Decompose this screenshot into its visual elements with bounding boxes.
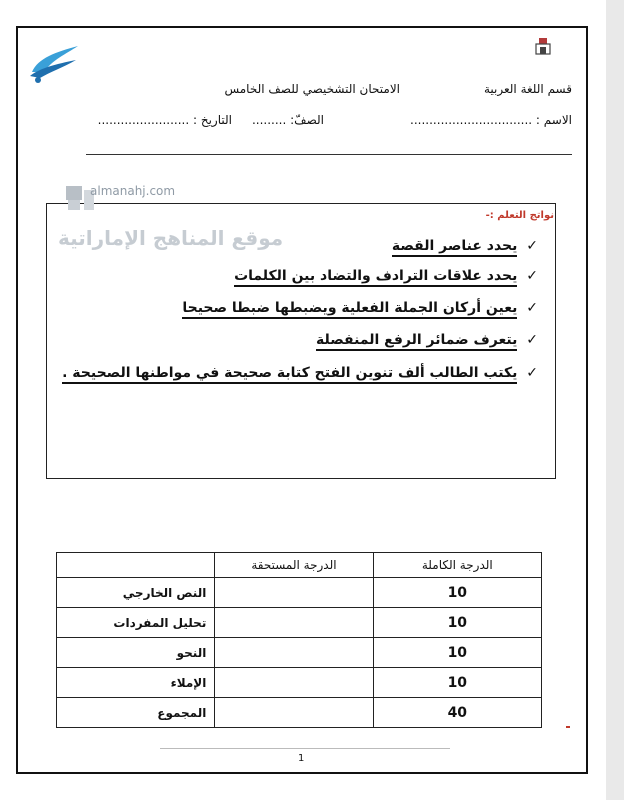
name-field: الاسم : ................................ — [410, 113, 572, 127]
department-name: قسم اللغة العربية — [483, 82, 572, 96]
earned-mark-cell — [215, 668, 373, 698]
earned-mark-cell — [215, 698, 373, 728]
outcome-text: يعين أركان الجملة الفعلية ويضبطها ضبطا صحيحا — [182, 300, 517, 319]
header-cell-section — [57, 553, 215, 578]
section-label-cell: النص الخارجي — [57, 578, 215, 608]
outcome-item — [62, 365, 538, 381]
table-row — [57, 668, 542, 698]
table-row — [57, 578, 542, 608]
header-cell-full-mark: الدرجة الكاملة — [373, 553, 541, 578]
check-icon: ✓ — [526, 268, 538, 284]
outcomes-title: نواتج التعلم :- — [485, 210, 554, 221]
scores-table — [56, 552, 542, 728]
section-label-cell: تحليل المفردات — [57, 608, 215, 638]
outcome-item — [392, 238, 538, 254]
table-row — [57, 638, 542, 668]
watermark-name: موقع المناهج الإماراتية — [58, 226, 284, 250]
outcome-text: يحدد علاقات الترادف والتضاد بين الكلمات — [234, 268, 517, 287]
full-mark-cell: 10 — [373, 608, 541, 638]
outcome-text: يتعرف ضمائر الرفع المنفصلة — [316, 332, 517, 351]
check-icon: ✓ — [526, 300, 538, 316]
check-icon: ✓ — [526, 365, 538, 381]
check-icon: ✓ — [526, 238, 538, 254]
full-mark-cell: 10 — [373, 668, 541, 698]
outcome-text: يحدد عناصر القصة — [392, 238, 518, 257]
red-mark — [566, 726, 570, 728]
table-row — [57, 698, 542, 728]
header-divider — [86, 154, 572, 155]
page-number: 1 — [298, 753, 305, 764]
date-field: التاريخ : ........................ — [97, 113, 232, 127]
education-logo-icon — [26, 42, 84, 86]
outcome-item — [234, 268, 538, 284]
grade-field: الصفّ: ......... — [251, 113, 324, 127]
earned-mark-cell — [215, 578, 373, 608]
table-header-row — [57, 553, 542, 578]
earned-mark-cell — [215, 608, 373, 638]
earned-mark-cell — [215, 638, 373, 668]
full-mark-cell: 10 — [373, 638, 541, 668]
outcome-item — [182, 300, 538, 316]
outcome-text: يكتب الطالب ألف تنوين الفتح كتابة صحيحة في مواطنها الصحيحة . — [62, 365, 517, 384]
section-label-cell: المجموع — [57, 698, 215, 728]
department-emblem-icon — [530, 36, 556, 60]
outcome-item — [316, 332, 538, 348]
exam-title: الامتحان التشخيصي للصف الخامس — [224, 82, 400, 96]
full-mark-cell: 10 — [373, 578, 541, 608]
section-label-cell: الإملاء — [57, 668, 215, 698]
footer-divider — [160, 748, 450, 749]
full-mark-cell: 40 — [373, 698, 541, 728]
section-label-cell: النحو — [57, 638, 215, 668]
header-cell-earned: الدرجة المستحقة — [215, 553, 373, 578]
table-row — [57, 608, 542, 638]
check-icon: ✓ — [526, 332, 538, 348]
watermark-site: almanahj.com — [90, 184, 176, 198]
